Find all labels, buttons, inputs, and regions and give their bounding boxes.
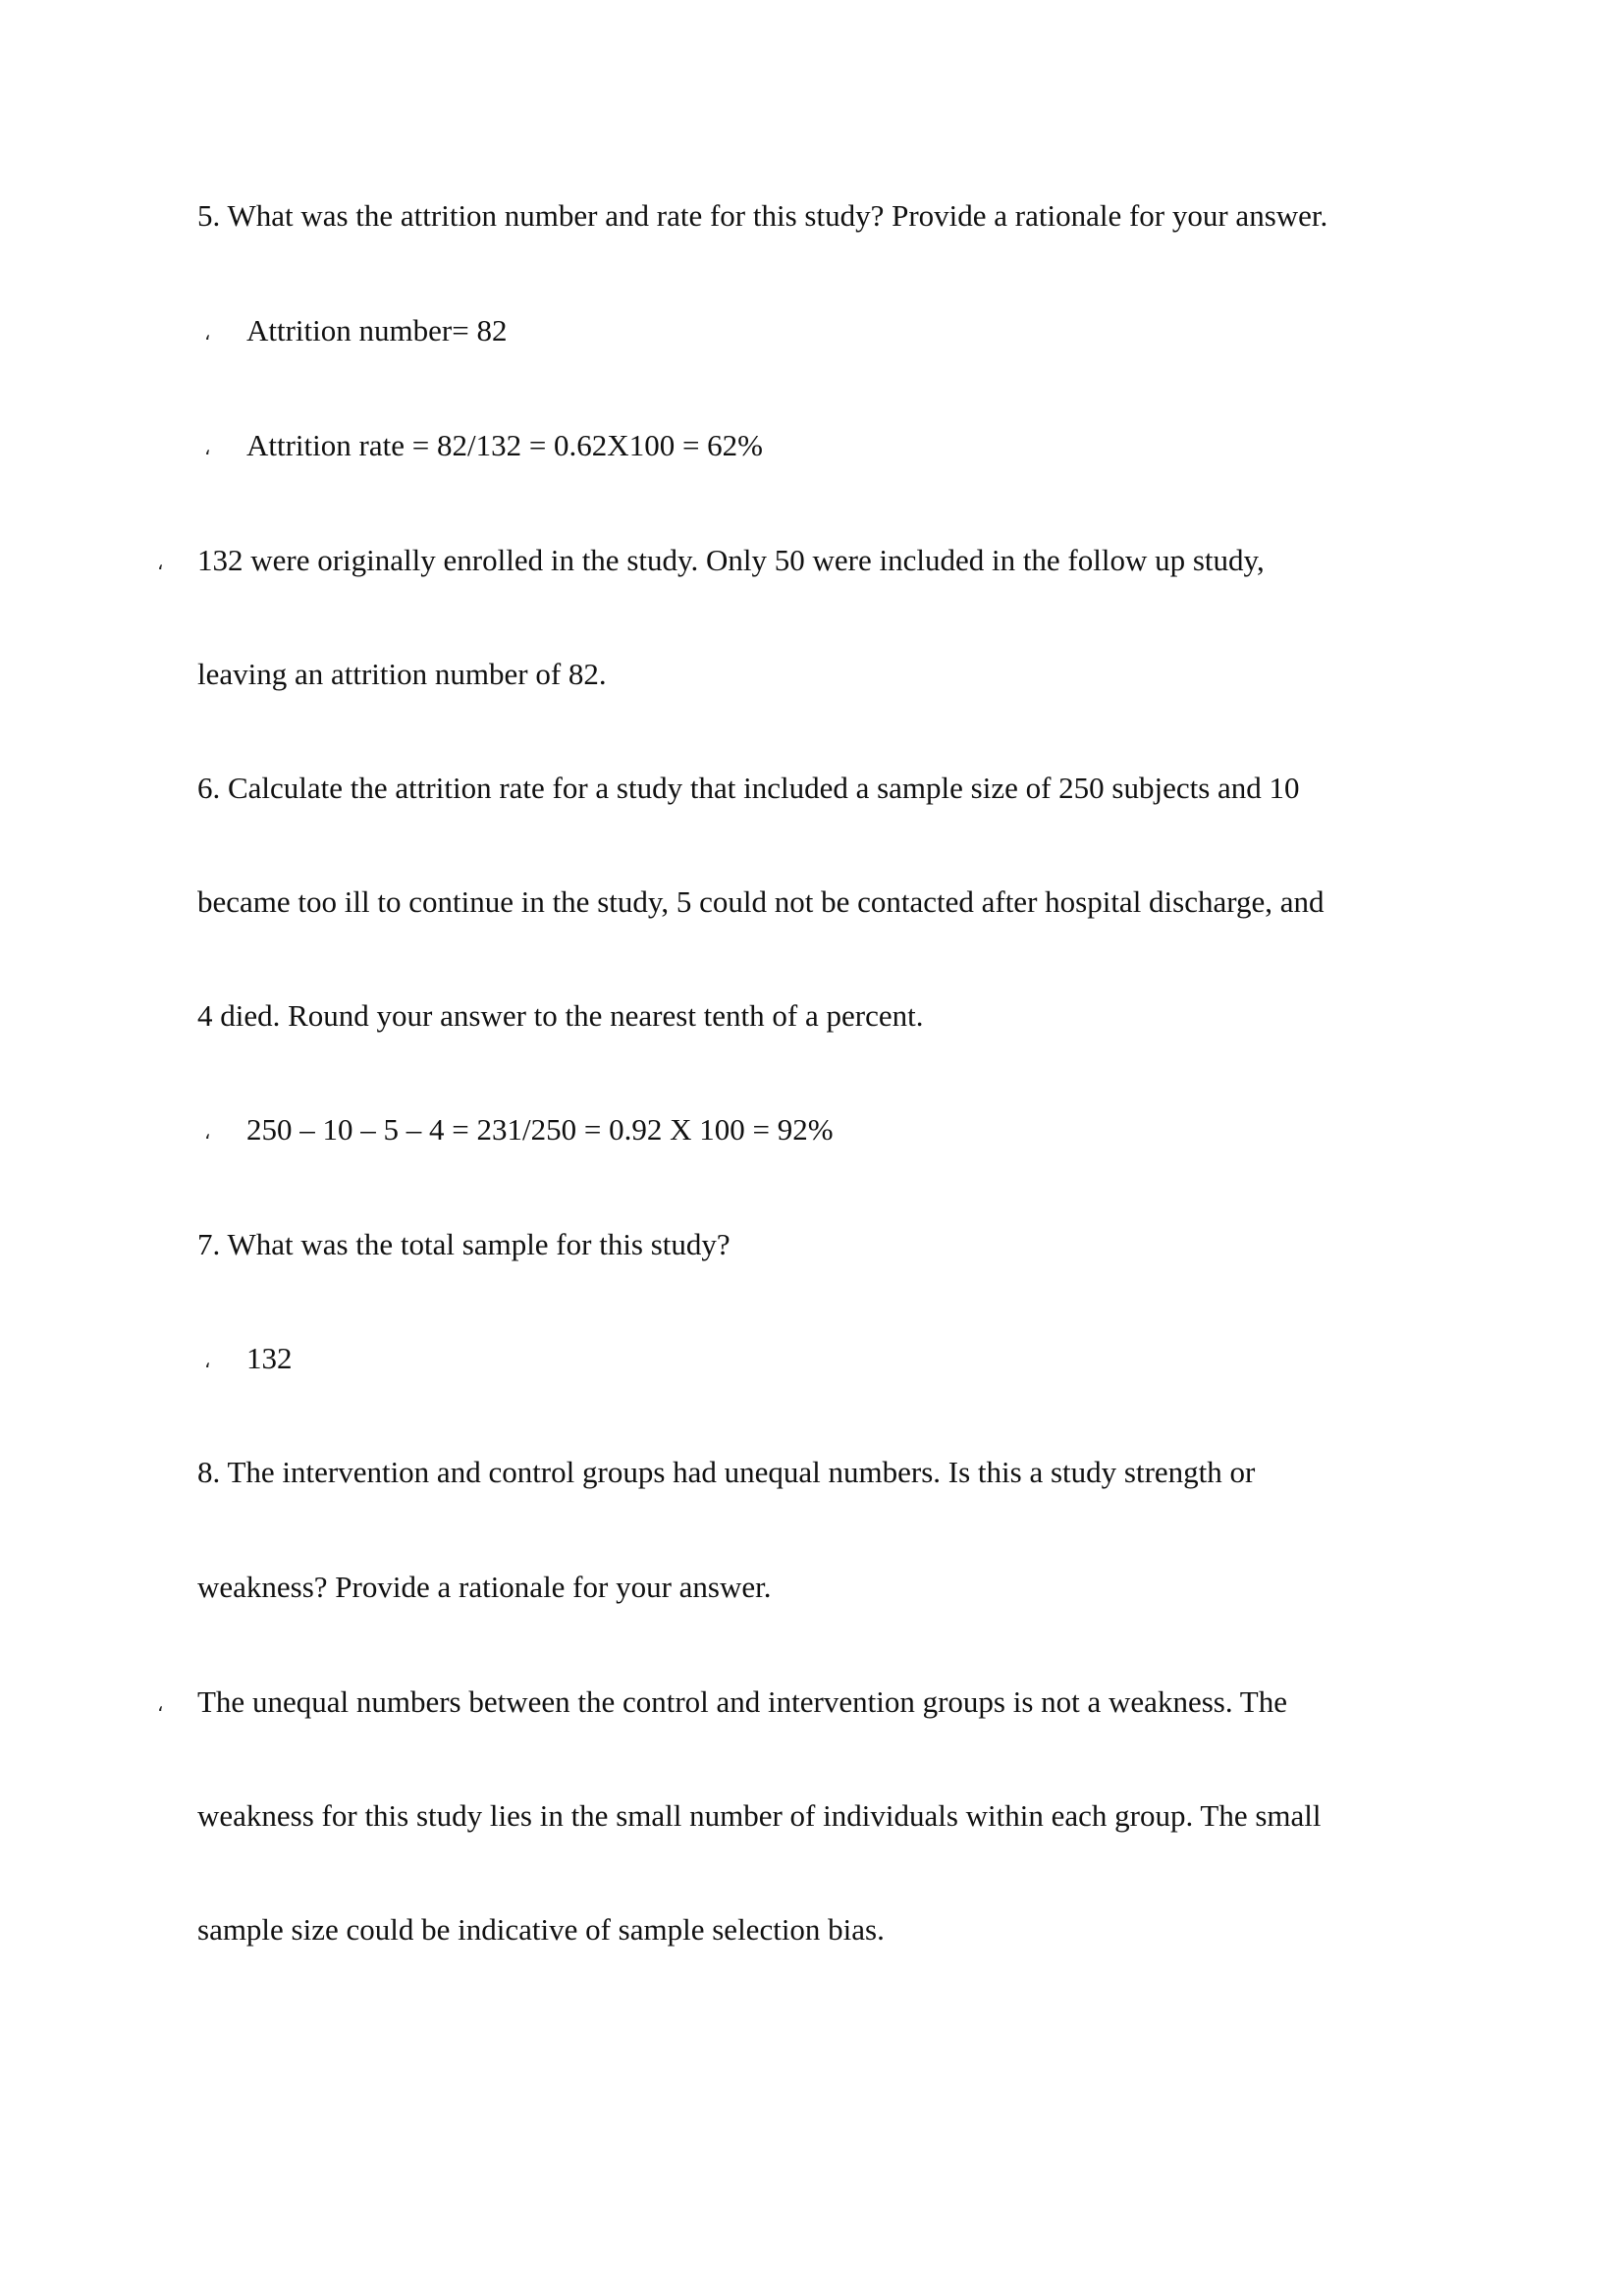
- bullet-icon: ،: [157, 1694, 164, 1716]
- answer-5-attrition-rate: Attrition rate = 82/132 = 0.62X100 = 62%: [246, 428, 764, 462]
- question-6-line-2: became too ill to continue in the study, 5 could not be contacted after hospital discharge, and: [197, 884, 1325, 919]
- bullet-icon: ،: [204, 1351, 211, 1372]
- answer-8-line-1: The unequal numbers between the control and intervention groups is not a weakness. The: [197, 1684, 1287, 1719]
- question-8-line-1: 8. The intervention and control groups had unequal numbers. Is this a study strength or: [197, 1455, 1256, 1489]
- bullet-icon: ،: [204, 438, 211, 459]
- question-7: 7. What was the total sample for this study?: [197, 1227, 730, 1261]
- bullet-icon: ،: [204, 1122, 211, 1144]
- question-5: 5. What was the attrition number and rate for this study? Provide a rationale for your answer.: [197, 198, 1328, 233]
- question-6-line-1: 6. Calculate the attrition rate for a study that included a sample size of 250 subjects and 10: [197, 771, 1300, 805]
- answer-6: 250 – 10 – 5 – 4 = 231/250 = 0.92 X 100 = 92%: [246, 1112, 834, 1147]
- answer-5-attrition-number: Attrition number= 82: [246, 313, 508, 347]
- bullet-icon: ،: [157, 553, 164, 574]
- answer-7: 132: [246, 1341, 293, 1375]
- bullet-icon: ،: [204, 323, 211, 345]
- answer-5-rationale-line-2: leaving an attrition number of 82.: [197, 657, 607, 691]
- answer-8-line-2: weakness for this study lies in the small number of individuals within each group. The small: [197, 1798, 1322, 1833]
- answer-5-rationale-line-1: 132 were originally enrolled in the study. Only 50 were included in the follow up study,: [197, 543, 1265, 577]
- question-6-line-3: 4 died. Round your answer to the nearest tenth of a percent.: [197, 998, 924, 1033]
- answer-8-line-3: sample size could be indicative of sample selection bias.: [197, 1912, 885, 1947]
- question-8-line-2: weakness? Provide a rationale for your answer.: [197, 1570, 772, 1604]
